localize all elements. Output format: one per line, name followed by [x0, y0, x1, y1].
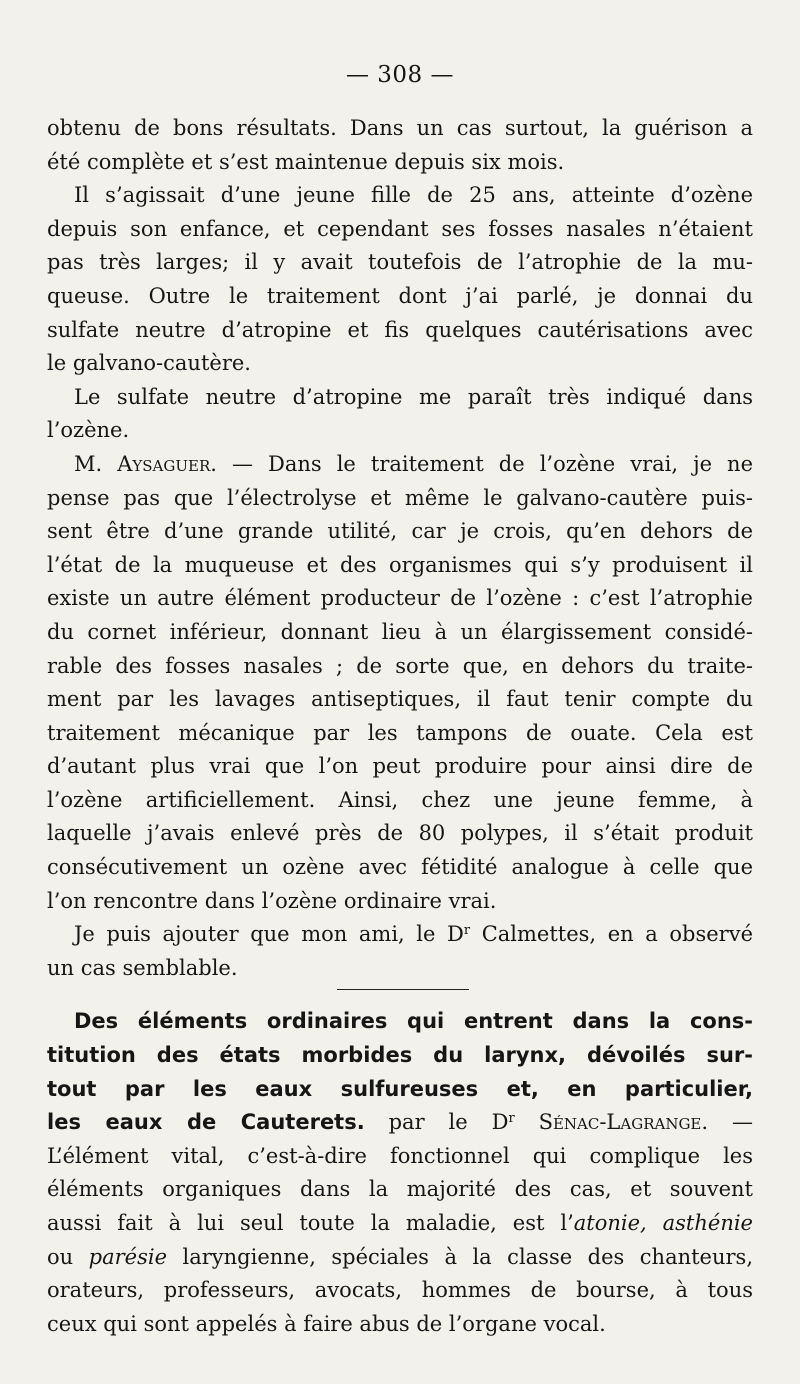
text-line: le galvano-cautère.	[47, 351, 251, 376]
text-line: pense pas que l’électrolyse et même le galvano-cautère puis-	[47, 485, 753, 510]
section-divider	[47, 985, 753, 1005]
speaker-name: M. Aysaguer.	[74, 451, 217, 476]
text-line: ou parésie laryngienne, spéciales à la classe des chanteurs,	[47, 1244, 753, 1269]
text-line: L’élément vital, c’est-à-dire fonctionnel qui complique les	[47, 1143, 753, 1168]
text-line: Je puis ajouter que mon ami, le $D^r$ Calmettes, en a observé	[74, 922, 753, 947]
text-line: queuse. Outre le traitement dont j’ai parlé, je donnai du	[47, 283, 753, 308]
text-line: d’autant plus vrai que l’on peut produire pour ainsi dire de	[47, 754, 753, 779]
text-line: un cas semblable.	[47, 955, 238, 980]
text-line: l’état de la muqueuse et des organismes qui s’y produisent il	[47, 552, 753, 577]
text-line: consécutivement un ozène avec fétidité analogue à celle que	[47, 855, 753, 880]
text-line: Il s’agissait d’une jeune fille de 25 ans, atteinte d’ozène	[74, 183, 753, 208]
text-line: éléments organiques dans la majorité des cas, et souvent	[47, 1177, 753, 1202]
section-title-line: tout par les eaux sulfureuses et, en particulier,	[47, 1076, 753, 1101]
text-line: rable des fosses nasales ; de sorte que, en dehors du traite-	[47, 653, 753, 678]
text-line: aussi fait à lui seul toute la maladie, est l’atonie, asthénie	[47, 1211, 753, 1235]
text-line: du cornet inférieur, donnant lieu à un élargissement considé-	[47, 619, 753, 644]
section-title-line: titution des états morbides du larynx, dévoilés sur-	[47, 1043, 753, 1068]
text-line: obtenu de bons résultats. Dans un cas surtout, la guérison a	[47, 116, 753, 140]
text-line: sulfate neutre d’atropine et fis quelques cautérisations avec	[47, 317, 753, 342]
text-line: l’ozène artificiellement. Ainsi, chez une jeune femme, à	[47, 787, 753, 812]
text-line: l’on rencontre dans l’ozène ordinaire vrai.	[47, 888, 497, 913]
text-line: depuis son enfance, et cependant ses fosses nasales n’étaient	[47, 216, 753, 241]
section-title-line: Des éléments ordinaires qui entrent dans la cons-	[74, 1009, 753, 1034]
text-line: orateurs, professeurs, avocats, hommes de bourse, à tous	[47, 1278, 753, 1303]
text-line: ment par les lavages antiseptiques, il faut tenir compte du	[47, 687, 753, 712]
text-line: sent être d’une grande utilité, car je crois, qu’en dehors de	[47, 519, 753, 544]
text-line: l’ozène.	[47, 418, 130, 443]
text-line: été complète et s’est maintenue depuis six mois.	[47, 149, 565, 174]
body-text	[47, 112, 753, 1341]
author-name: Sénac-Lagrange.	[514, 1110, 709, 1135]
text-line: M. Aysaguer. — Dans le traitement de l’ozène vrai, je ne	[74, 451, 753, 476]
page-number: — 308 —	[345, 62, 455, 88]
text-line: Le sulfate neutre d’atropine me paraît très indiqué dans	[74, 384, 753, 409]
text-line: existe un autre élément producteur de l’ozène : c’est l’atrophie	[47, 586, 753, 611]
section-title-line: les eaux de Cauterets. par le $D^r$ Sénac-Lagrange. —	[47, 1110, 753, 1135]
text-line: laquelle j’avais enlevé près de 80 polypes, il s’était produit	[47, 821, 753, 846]
text-line: ceux qui sont appelés à faire abus de l’organe vocal.	[47, 1311, 606, 1336]
text-line: traitement mécanique par les tampons de ouate. Cela est	[47, 720, 753, 745]
text-line: pas très larges; il y avait toutefois de l’atrophie de la mu-	[47, 250, 753, 275]
